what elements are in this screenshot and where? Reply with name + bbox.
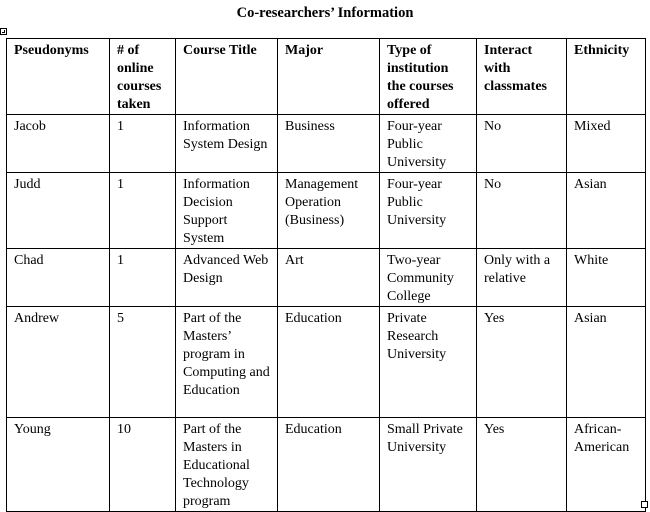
header-cell: # of online courses taken [110, 39, 176, 115]
table-cell: Art [278, 249, 380, 307]
table-cell: Chad [7, 249, 110, 307]
table-cell: Information Decision Support System [176, 173, 278, 249]
table-cell: Private Research University [380, 307, 477, 418]
table-cell: Part of the Masters in Educational Technology program [176, 418, 278, 512]
table-row [7, 115, 646, 173]
table-resize-handle[interactable] [641, 501, 648, 508]
table-row [7, 418, 646, 512]
document-title: Co-researchers’ Information [236, 5, 414, 21]
table-cell: Education [278, 418, 380, 512]
table-cell: Four-year Public University [380, 173, 477, 249]
table-cell: White [567, 249, 646, 307]
table-move-handle-icon[interactable] [0, 28, 7, 35]
table-header-row [7, 39, 646, 115]
table-cell: No [477, 173, 567, 249]
header-cell: Interact with classmates [477, 39, 567, 115]
header-cell: Major [278, 39, 380, 115]
table-cell: 1 [110, 115, 176, 173]
table-row [7, 173, 646, 249]
table-row [7, 249, 646, 307]
table-cell: Mixed [567, 115, 646, 173]
table-cell: Asian [567, 173, 646, 249]
table-cell: African-American [567, 418, 646, 512]
table-cell: Advanced Web Design [176, 249, 278, 307]
table-cell: Yes [477, 418, 567, 512]
table-cell: Judd [7, 173, 110, 249]
table-cell: Education [278, 307, 380, 418]
table-cell: Jacob [7, 115, 110, 173]
table-cell: Small Private University [380, 418, 477, 512]
table-cell: Four-year Public University [380, 115, 477, 173]
table-cell: 10 [110, 418, 176, 512]
table-cell: 1 [110, 249, 176, 307]
header-cell: Ethnicity [567, 39, 646, 115]
header-cell: Type of institution the courses offered [380, 39, 477, 115]
table-cell: Andrew [7, 307, 110, 418]
table-cell: 1 [110, 173, 176, 249]
table-row [7, 307, 646, 418]
table-cell: Part of the Masters’ program in Computing and Education [176, 307, 278, 418]
co-researchers-table [6, 38, 646, 512]
table-cell: Business [278, 115, 380, 173]
table-cell: 5 [110, 307, 176, 418]
table-cell: Two-year Community College [380, 249, 477, 307]
header-cell: Pseudonyms [7, 39, 110, 115]
table-cell: Yes [477, 307, 567, 418]
table-cell: Asian [567, 307, 646, 418]
table-cell: Only with a relative [477, 249, 567, 307]
header-cell: Course Title [176, 39, 278, 115]
table-cell: Management Operation (Business) [278, 173, 380, 249]
table-cell: Young [7, 418, 110, 512]
table-cell: Information System Design [176, 115, 278, 173]
table-cell: No [477, 115, 567, 173]
